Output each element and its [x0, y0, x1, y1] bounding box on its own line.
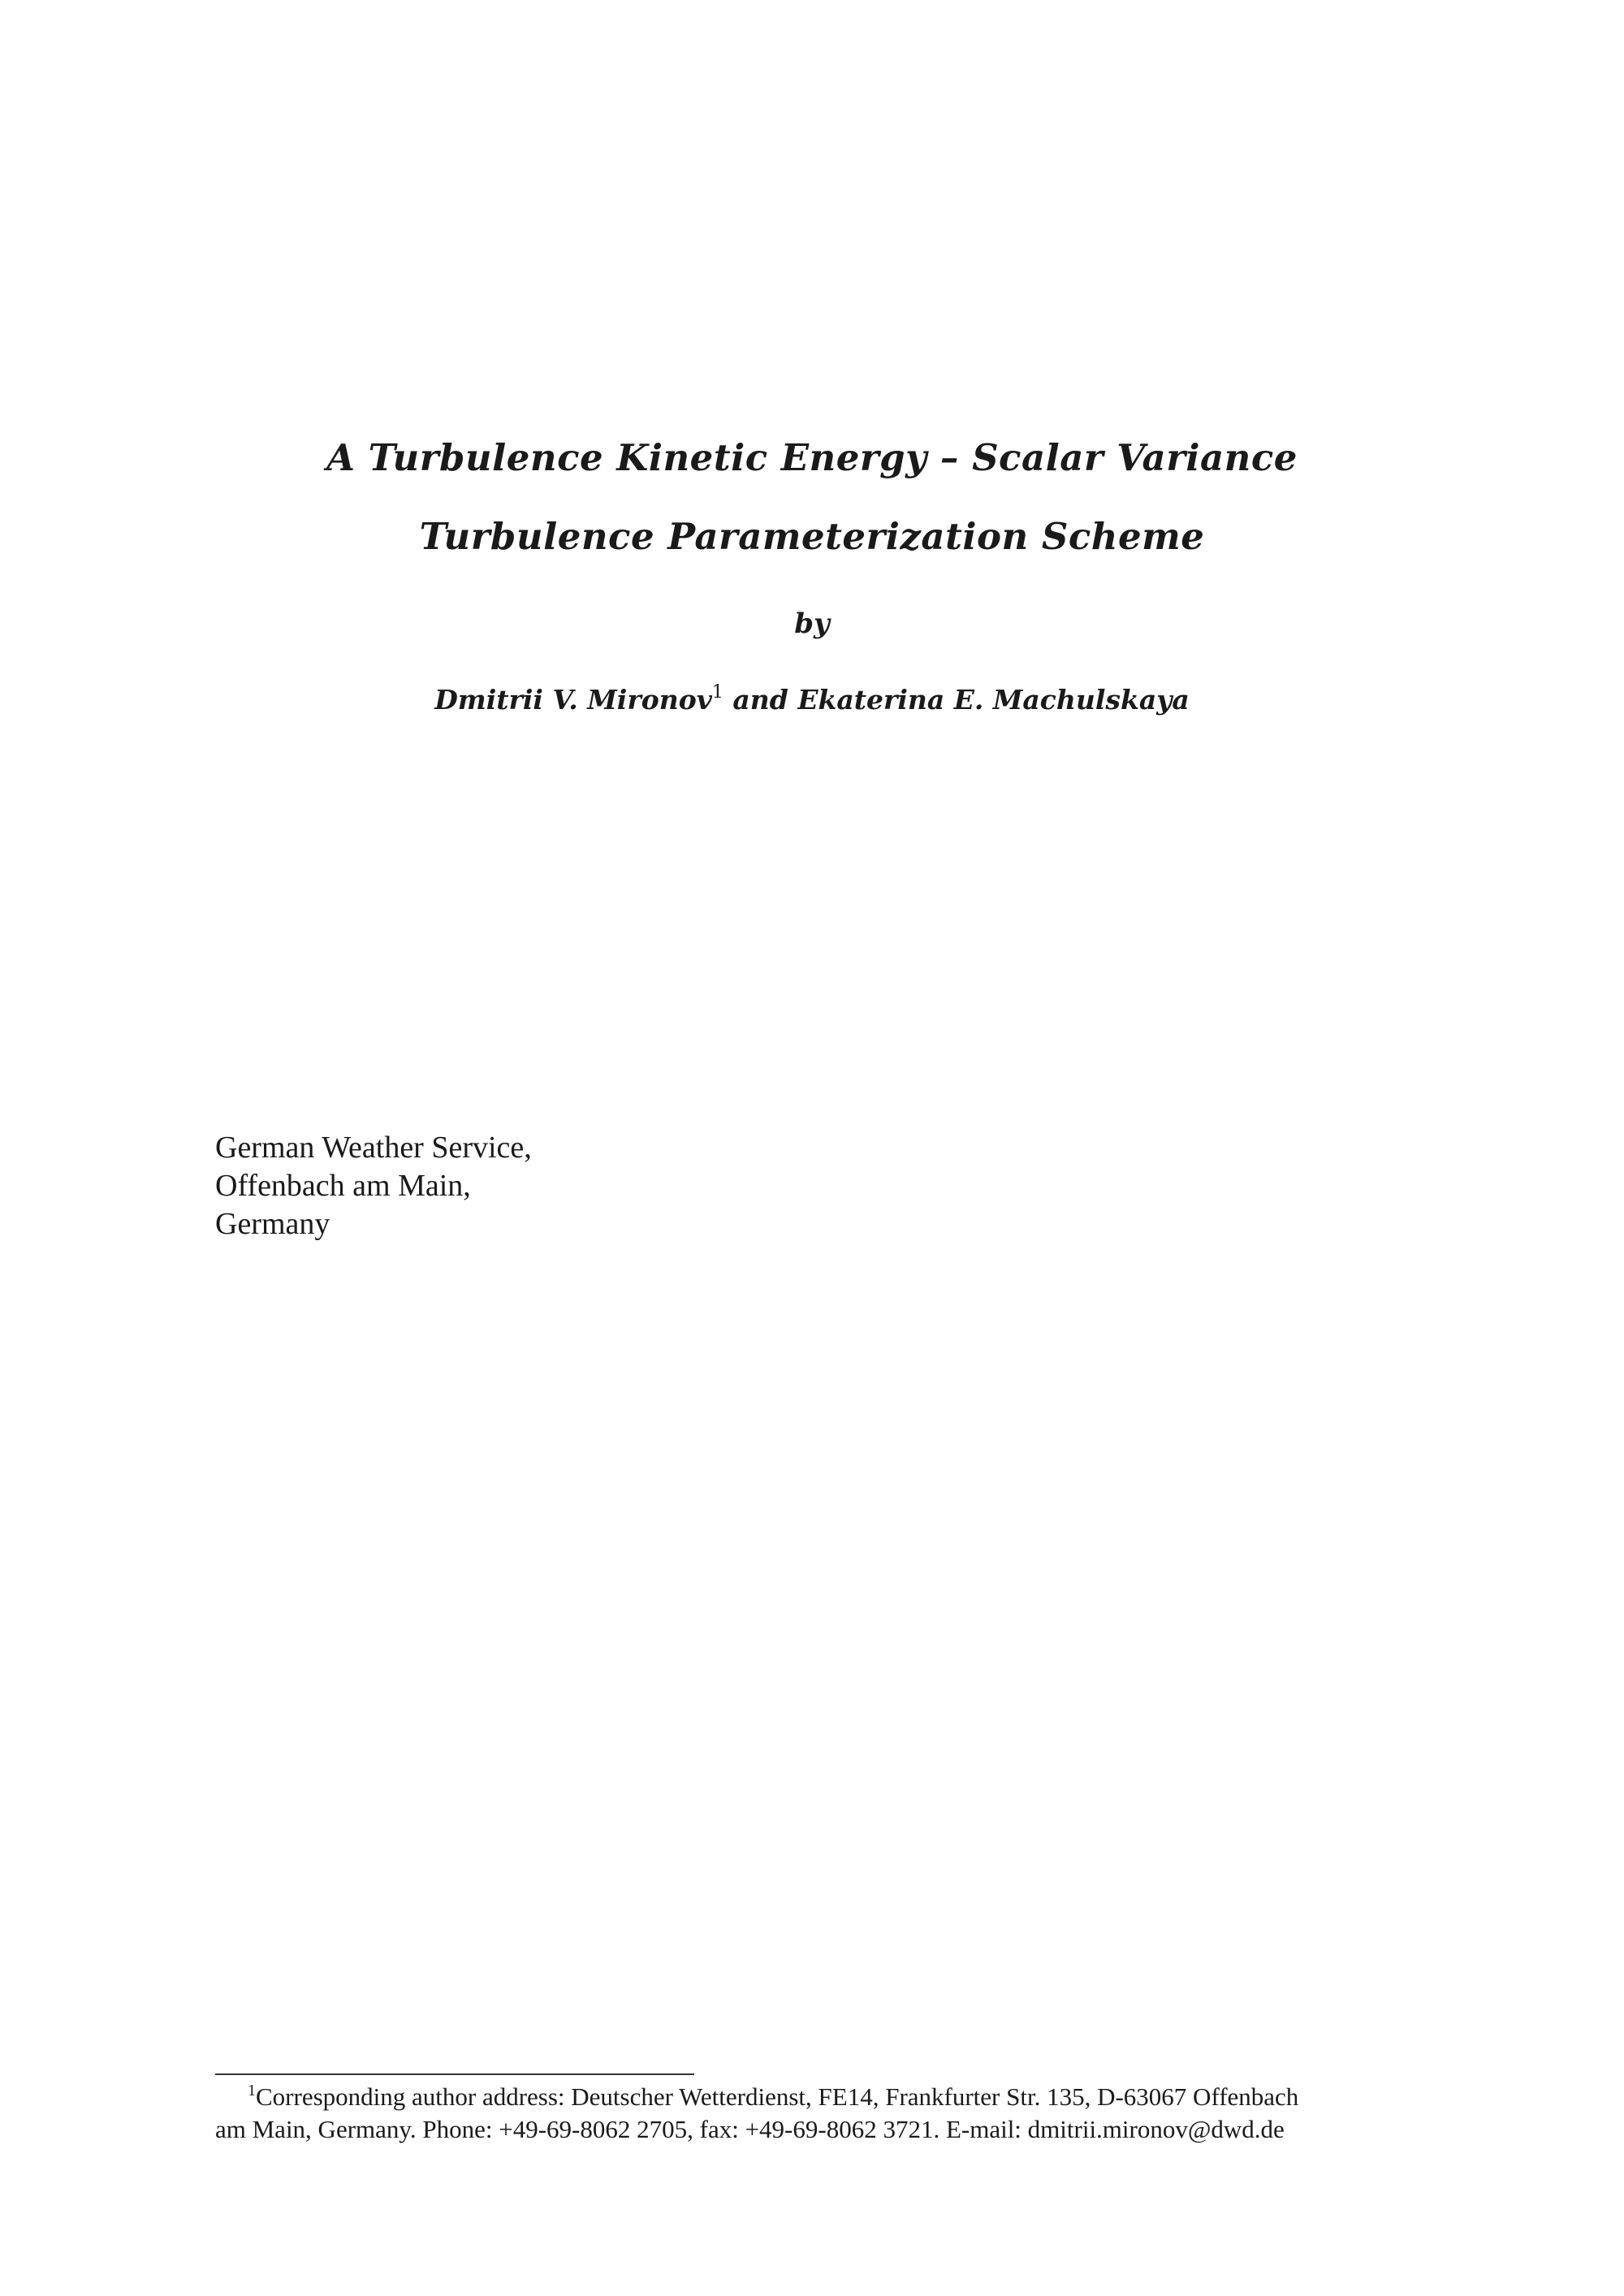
- footnote-marker: 1: [248, 2082, 256, 2099]
- footnote: [215, 2081, 1425, 2146]
- affiliation-block: [215, 1129, 532, 1243]
- footnote-text-1: Corresponding author address: Deutscher Wetterdienst, FE14, Frankfurter Str. 135, D-63067 Offenbach: [256, 2082, 1299, 2111]
- author-rest: and Ekaterina E. Machulskaya: [732, 684, 1190, 716]
- affiliation-line: German Weather Service,: [215, 1131, 532, 1165]
- affiliation-line: Germany: [215, 1207, 330, 1241]
- byline: by: [794, 608, 830, 640]
- author-first: Dmitrii V. Mironov: [434, 684, 712, 716]
- footnote-rule: [215, 2073, 694, 2075]
- title-line-1: A Turbulence Kinetic Energy – Scalar Variance: [326, 436, 1298, 479]
- affiliation-line: Offenbach am Main,: [215, 1169, 471, 1203]
- title-line-2: Turbulence Parameterization Scheme: [419, 515, 1205, 558]
- footnote-line-1: [215, 2081, 1425, 2113]
- footnote-line-2: am Main, Germany. Phone: +49-69-8062 2705, fax: +49-69-8062 3721. E-mail: dmitrii.mironov@dwd.de: [215, 2115, 1285, 2143]
- author-list: [0, 684, 1624, 716]
- author-footnote-marker: 1: [711, 682, 723, 703]
